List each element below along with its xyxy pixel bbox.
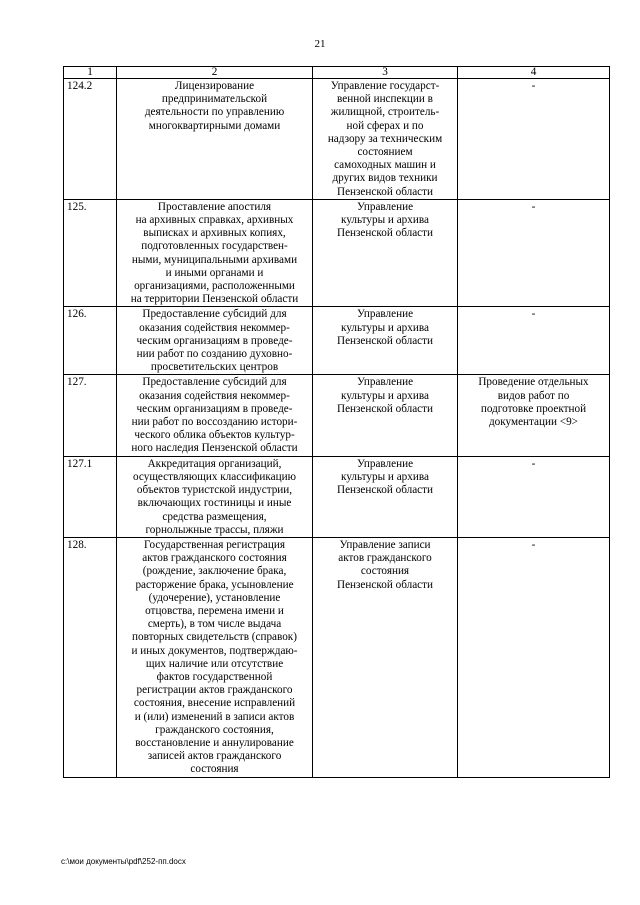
responsible-organ: Управление записи актов гражданского состояния Пензенской области [313,537,458,777]
responsible-organ: Управление государст- венной инспекции в жилищной, строитель- ной сферах и по надзору за техническим состоянием самоходных машин и других видов техники Пензенской области [313,79,458,200]
row-number: 124.2 [64,79,117,200]
note: - [458,79,610,200]
row-number: 128. [64,537,117,777]
table-row [64,375,610,456]
note: - [458,537,610,777]
row-number: 125. [64,199,117,307]
responsible-organ: Управление культуры и архива Пензенской области [313,456,458,537]
note: - [458,199,610,307]
note: - [458,456,610,537]
services-table [63,66,610,778]
service-name: Аккредитация организаций, осуществляющих классификацию объектов туристской индустрии, включающих гостиницы и иные средства размещения, горнолыжные трассы, пляжи [117,456,313,537]
responsible-organ: Управление культуры и архива Пензенской области [313,307,458,375]
table-row [64,79,610,200]
responsible-organ: Управление культуры и архива Пензенской области [313,375,458,456]
service-name: Предоставление субсидий для оказания содействия некоммер- ческим организациям в проведе- нии работ по созданию духовно- просветительских центров [117,307,313,375]
row-number: 126. [64,307,117,375]
service-name: Государственная регистрация актов гражданского состояния (рождение, заключение брака, расторжение брака, усыновление (удочерение), установление отцовства, перемена имени и смерть), в том числе выдача повторных свидетельств (справок) и иных документов, подтверждаю- щих наличие или отсутствие фактов государственной регистрации актов гражданского состояния, внесение исправлений и (или) изменений в записи актов гражданского состояния, восстановление и аннулирование записей актов гражданского состояния [117,537,313,777]
service-name: Проставление апостиля на архивных справках, архивных выписках и архивных копиях, подготовленных государствен- ными, муниципальными архивами и иными органами и организациями, расположенными на территории Пензенской области [117,199,313,307]
column-header-4: 4 [458,67,610,79]
service-name: Лицензирование предпринимательской деятельности по управлению многоквартирными домами [117,79,313,200]
table-row [64,456,610,537]
column-header-1: 1 [64,67,117,79]
note: Проведение отдельных видов работ по подготовке проектной документации <9> [458,375,610,456]
row-number: 127.1 [64,456,117,537]
table-row [64,307,610,375]
column-header-2: 2 [117,67,313,79]
note: - [458,307,610,375]
header-row [64,67,610,79]
footer-file-path: c:\мои документы\pdf\252-пп.docx [61,857,186,866]
responsible-organ: Управление культуры и архива Пензенской области [313,199,458,307]
row-number: 127. [64,375,117,456]
page-number: 21 [314,38,326,50]
table-row [64,537,610,777]
column-header-3: 3 [313,67,458,79]
table-row [64,199,610,307]
service-name: Предоставление субсидий для оказания содействия некоммер- ческим организациям в проведе- нии работ по воссозданию истори- ческого облика объектов культур- ного наследия Пензенской области [117,375,313,456]
